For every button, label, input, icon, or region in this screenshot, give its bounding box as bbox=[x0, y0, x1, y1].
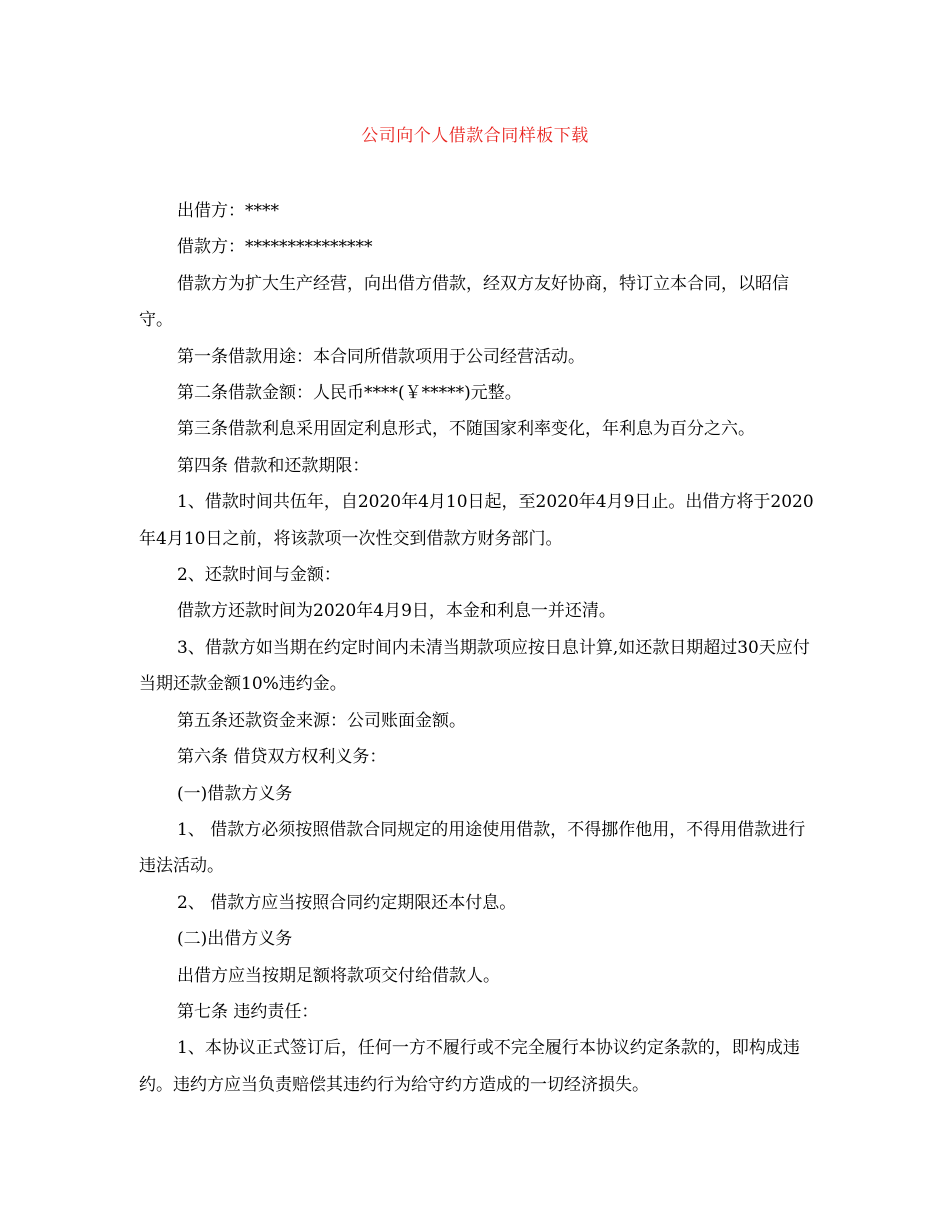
paragraph-article-4: 第四条 借款和还款期限： bbox=[177, 455, 370, 476]
paragraph-lender: 出借方：**** bbox=[177, 201, 279, 221]
document-title: 公司向个人借款合同样板下载 bbox=[361, 126, 589, 146]
paragraph-article-4-item-3: 3、借款方如当期在约定时间内未清当期款项应按日息计算,如还款日期超过30天应付当期还款金额10%违约金。 bbox=[139, 637, 810, 695]
paragraph-article-1: 第一条借款用途：本合同所借款项用于公司经营活动。 bbox=[177, 346, 585, 367]
paragraph-borrower-duties-heading: (一)借款方义务 bbox=[177, 783, 293, 804]
paragraph-article-7-item-1: 1、本协议正式签订后，任何一方不履行或不完全履行本协议约定条款的，即构成违约。违约方应当负责赔偿其违约行为给守约方造成的一切经济损失。 bbox=[139, 1038, 800, 1095]
paragraph-preamble: 借款方为扩大生产经营，向出借方借款，经双方友好协商，特订立本合同，以昭信守。 bbox=[139, 273, 789, 331]
paragraph-article-3: 第三条借款利息采用固定利息形式，不随国家利率变化，年利息为百分之六。 bbox=[177, 419, 755, 440]
paragraph-article-4-item-2: 2、还款时间与金额： bbox=[177, 565, 341, 586]
paragraph-repayment-time: 借款方还款时间为2020年4月9日，本金和利息一并还清。 bbox=[177, 601, 616, 622]
paragraph-article-7: 第七条 违约责任： bbox=[177, 1001, 319, 1022]
document-body bbox=[139, 193, 815, 1103]
paragraph-lender-duties-heading: (二)出借方义务 bbox=[177, 929, 293, 950]
paragraph-article-5: 第五条还款资金来源：公司账面金额。 bbox=[177, 710, 466, 731]
paragraph-borrower-duty-2: 2、 借款方应当按照合同约定期限还本付息。 bbox=[177, 892, 517, 913]
paragraph-lender-duty: 出借方应当按期足额将款项交付给借款人。 bbox=[177, 965, 500, 986]
paragraph-borrower: 借款方：*************** bbox=[177, 237, 373, 258]
paragraph-article-2: 第二条借款金额：人民币****(￥*****)元整。 bbox=[177, 383, 522, 404]
paragraph-borrower-duty-1: 1、 借款方必须按照借款合同规定的用途使用借款，不得挪作他用，不得用借款进行违法活动。 bbox=[139, 819, 806, 877]
paragraph-article-4-item-1: 1、借款时间共伍年，自2020年4月10日起，至2020年4月9日止。出借方将于2020年4月10日之前，将该款项一次性交到借款方财务部门。 bbox=[139, 492, 814, 549]
paragraph-article-6: 第六条 借贷双方权利义务： bbox=[177, 747, 387, 768]
